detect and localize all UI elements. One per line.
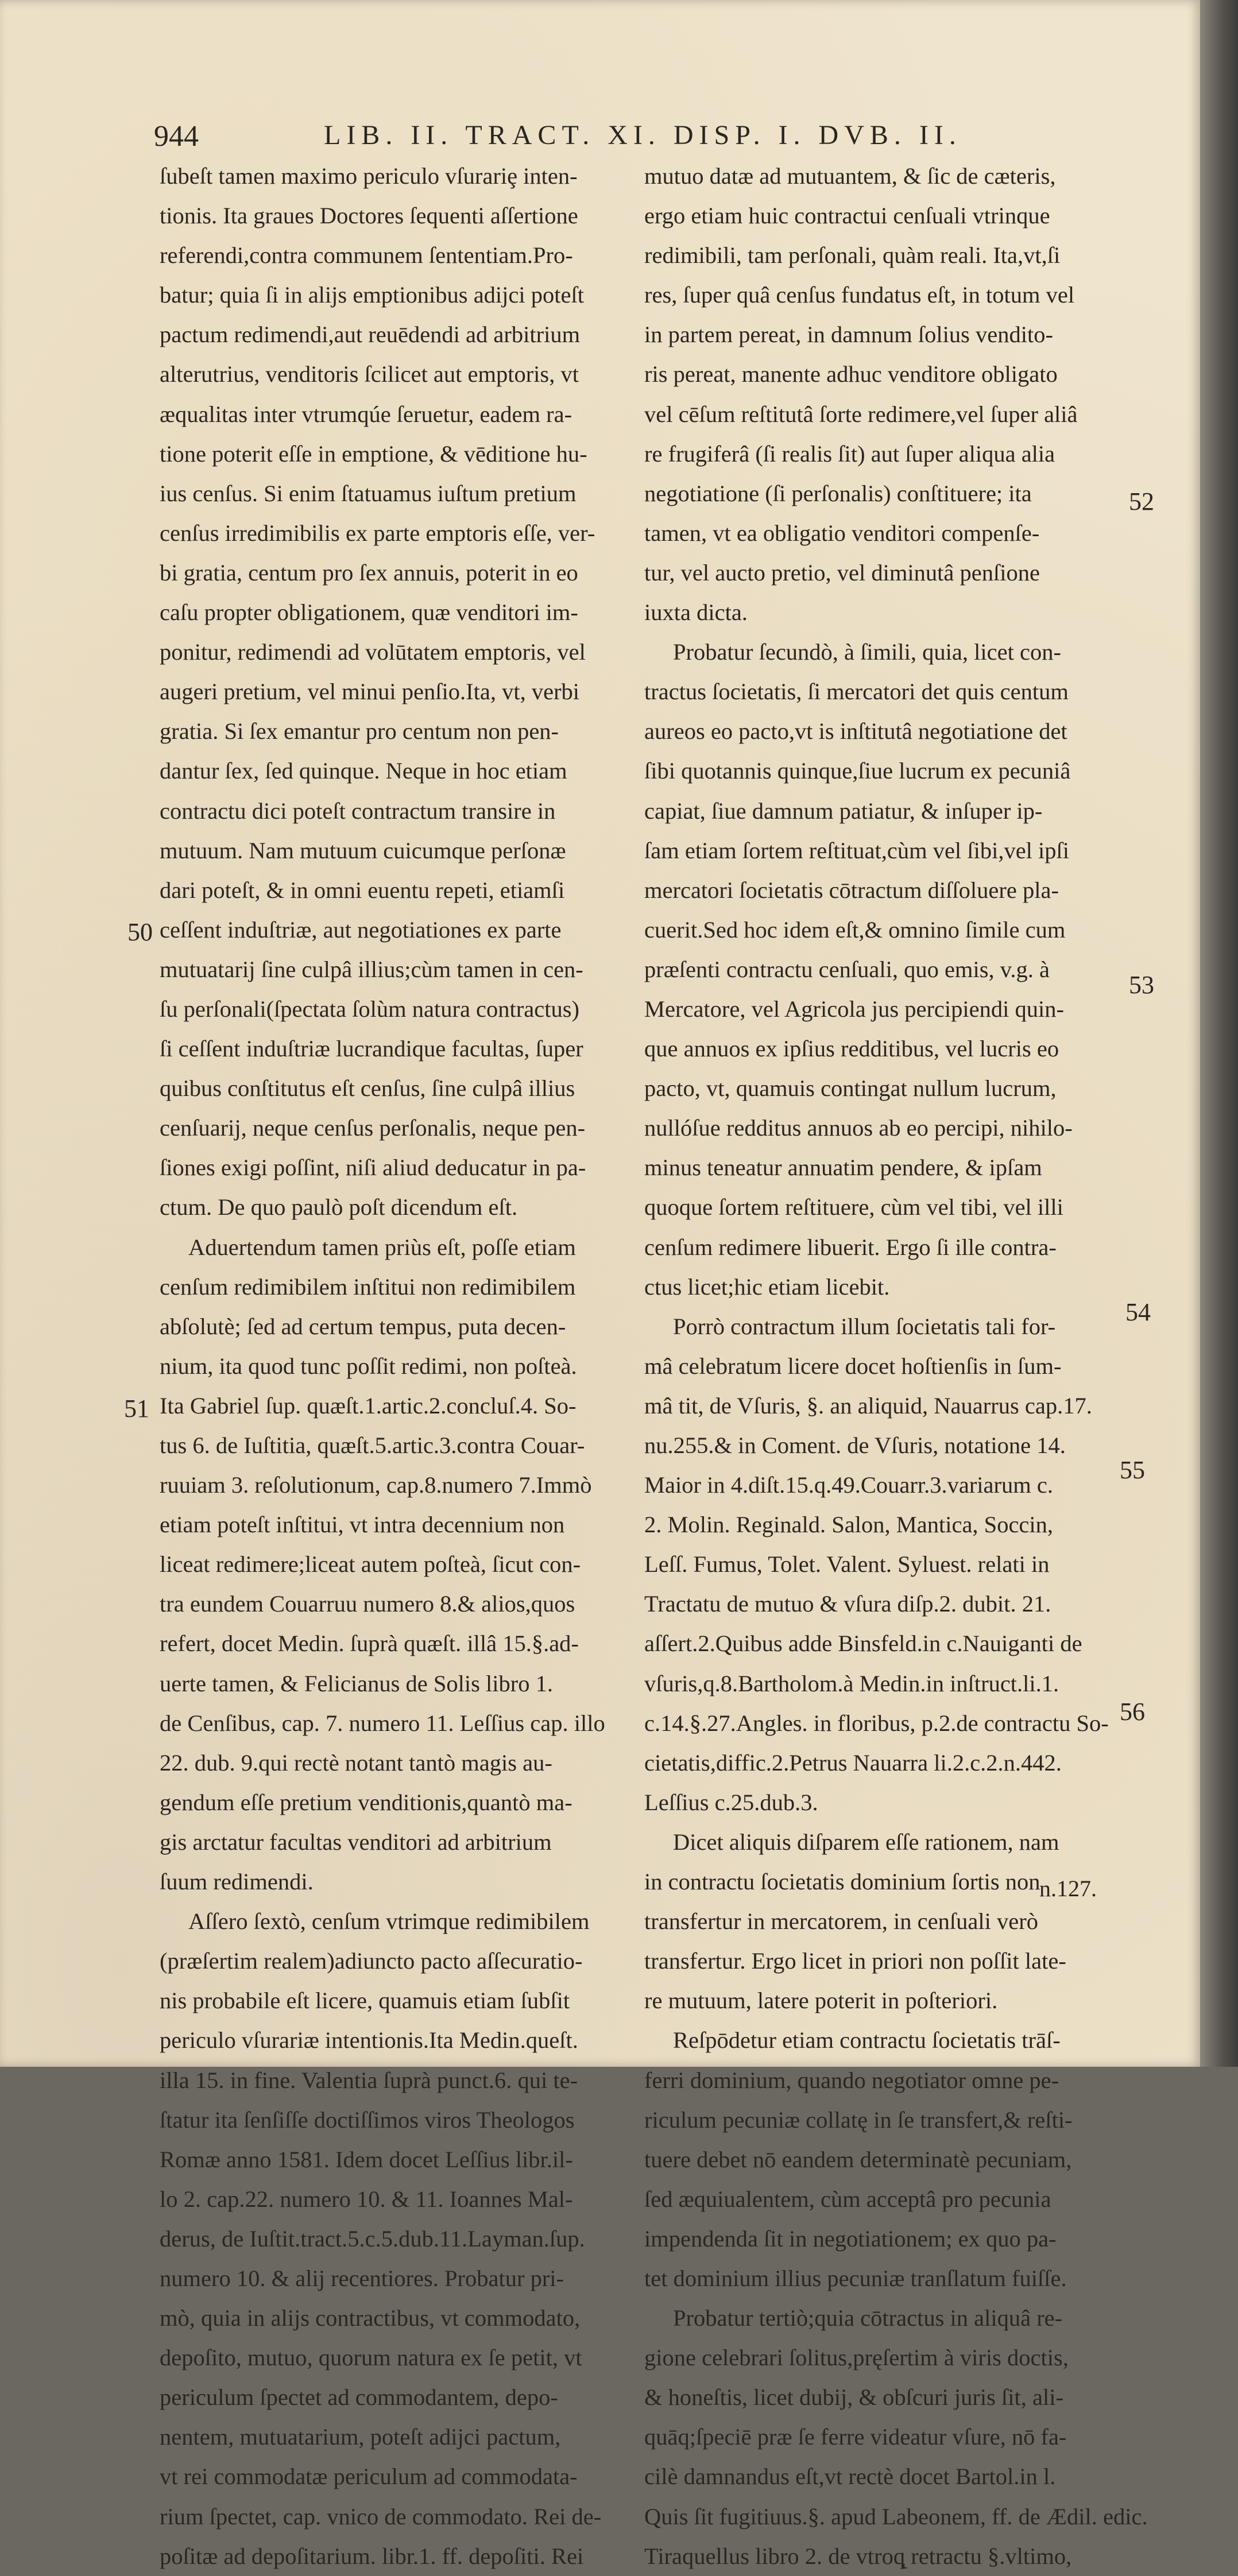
text-line: c.14.§.27.Angles. in floribus, p.2.de contractu So- bbox=[644, 1710, 1109, 1736]
text-line: mutuo datæ ad mutuantem, & ſic de cæteris, bbox=[644, 163, 1056, 189]
text-line: tionis. Ita graues Doctores ſequenti aſſertione bbox=[160, 203, 578, 229]
text-line: ſi ceſſent induſtriæ lucrandique facultas, ſuper bbox=[160, 1036, 583, 1062]
text-line: 22. dub. 9.qui rectè notant tantò magis au- bbox=[160, 1749, 552, 1776]
text-line: iuxta dicta. bbox=[644, 599, 748, 626]
text-line: in partem pereat, in damnum ſolius vendito- bbox=[644, 321, 1053, 348]
text-line: Maior in 4.diſt.15.q.49.Couarr.3.variarum c. bbox=[644, 1472, 1053, 1498]
text-line: vel cēſum reſtitutâ ſorte redimere,vel ſuper aliâ bbox=[644, 401, 1078, 427]
text-line: ſuum redimendi. bbox=[160, 1869, 314, 1895]
text-line: nentem, mutuatarium, poteſt adijci pactum, bbox=[160, 2424, 561, 2450]
text-line: depoſito, mutuo, quorum natura ex ſe petit, vt bbox=[160, 2345, 582, 2371]
text-line: nium, ita quod tunc poſſit redimi, non poſteà. bbox=[160, 1353, 577, 1379]
text-line: liceat redimere;liceat autem poſteà, ſicut con- bbox=[160, 1551, 581, 1578]
text-line: tione poterit eſſe in emptione, & vēditione hu- bbox=[160, 440, 587, 467]
text-line: Ita Gabriel ſup. quæſt.1.artic.2.concluſ.4. So- bbox=[160, 1392, 577, 1419]
text-line: cenſus irredimibilis ex parte emptoris eſſe, ver- bbox=[160, 520, 595, 546]
text-line: Aduertendum tamen priùs eſt, poſſe etiam bbox=[188, 1234, 576, 1260]
text-line: rium ſpectet, cap. vnico de commodato. Rei de- bbox=[160, 2503, 602, 2529]
text-line: etiam poteſt inſtitui, vt intra decennium non bbox=[160, 1512, 565, 1538]
text-line: Romæ anno 1581. Idem docet Leſſius libr.il- bbox=[160, 2146, 573, 2172]
margin-number-53: 53 bbox=[1129, 971, 1154, 999]
text-line: Probatur tertiò;quia cōtractus in aliquâ re- bbox=[673, 2305, 1063, 2331]
text-line: ris pereat, manente adhuc venditore obligato bbox=[644, 361, 1058, 388]
text-line: referendi,contra communem ſententiam.Pro- bbox=[160, 242, 573, 269]
margin-number-51: 51 bbox=[124, 1394, 149, 1423]
text-line: quoque ſortem reſtituere, cùm vel tibi, vel illi bbox=[644, 1194, 1063, 1221]
text-line: re frugiferâ (ſi realis ſit) aut ſuper aliqua alia bbox=[644, 440, 1055, 467]
text-line: negotiatione (ſi perſonalis) conſtituere; ita bbox=[644, 480, 1032, 506]
text-line: in contractu ſocietatis dominium ſortis non bbox=[644, 1869, 1040, 1895]
text-line: Quis ſit fugitiuus.§. apud Labeonem, ff. de Ædil. edic. bbox=[644, 2503, 1148, 2529]
text-line: vt rei commodatæ periculum ad commodata- bbox=[160, 2463, 578, 2490]
text-line: impendenda ſit in negotiationem; ex quo pa- bbox=[644, 2225, 1057, 2252]
text-line: 2. Molin. Reginald. Salon, Mantica, Soccin, bbox=[644, 1512, 1054, 1538]
text-line: ergo etiam huic contractui cenſuali vtrinque bbox=[644, 203, 1050, 229]
text-line: ſubeſt tamen maximo periculo vſurariȩ inten- bbox=[160, 163, 578, 189]
text-line: nullóſue redditus annuos ab eo percipi, nihilo- bbox=[644, 1115, 1073, 1141]
text-line: tamen, vt ea obligatio venditori compenſe- bbox=[644, 520, 1040, 546]
text-line: redimibili, tam perſonali, quàm reali. Ita,vt,ſi bbox=[644, 242, 1061, 269]
text-line: ceſſent induſtriæ, aut negotiationes ex parte bbox=[160, 916, 562, 943]
text-line: nu.255.& in Coment. de Vſuris, notatione 14. bbox=[644, 1432, 1066, 1458]
text-line: æqualitas inter vtrumqúe ſeruetur, eadem ra- bbox=[160, 401, 572, 427]
text-line: mutuatarij ſine culpâ illius;cùm tamen in cen- bbox=[160, 956, 583, 982]
text-line: tuere debet nō eandem determinatè pecuniam, bbox=[644, 2146, 1072, 2172]
text-line: ſu perſonali(ſpectata ſolùm natura contractus) bbox=[160, 995, 579, 1022]
text-line: derus, de Iuſtit.tract.5.c.5.dub.11.Layman.ſup. bbox=[160, 2225, 585, 2252]
margin-number-50: 50 bbox=[127, 918, 153, 946]
text-line: ctus licet;hic etiam licebit. bbox=[644, 1273, 890, 1300]
text-line: bi gratia, centum pro ſex annuis, poterit in eo bbox=[160, 559, 578, 586]
margin-number-55: 55 bbox=[1120, 1456, 1145, 1484]
margin-number-54: 54 bbox=[1125, 1298, 1151, 1326]
text-line: dari poteſt, & in omni euentu repeti, etiamſi bbox=[160, 877, 565, 903]
text-line: vſuris,q.8.Bartholom.à Medin.in inſtruct.li.1. bbox=[644, 1670, 1059, 1696]
text-line: Reſpōdetur etiam contractu ſocietatis trāſ- bbox=[673, 2027, 1061, 2054]
text-line: ius cenſus. Si enim ſtatuamus iuſtum pretium bbox=[160, 480, 577, 506]
text-line: gendum eſſe pretium venditionis,quantò ma- bbox=[160, 1789, 572, 1815]
text-line: cenſum redimibilem inſtitui non redimibilem bbox=[160, 1273, 576, 1300]
text-line: poſitæ ad depoſitarium. libr.1. ff. depoſiti. Rei bbox=[160, 2543, 584, 2569]
text-line: ſiones exigi poſſint, niſi aliud deducatur in pa- bbox=[160, 1155, 586, 1181]
text-line: dantur ſex, ſed quinque. Neque in hoc etiam bbox=[160, 758, 567, 784]
text-line: Porrò contractum illum ſocietatis tali for- bbox=[673, 1313, 1056, 1339]
text-line: Tractatu de mutuo & vſura diſp.2. dubit. 21. bbox=[644, 1591, 1051, 1617]
text-line: res, ſuper quâ cenſus fundatus eſt, in totum vel bbox=[644, 282, 1075, 308]
text-line: abſolutè; ſed ad certum tempus, puta decen- bbox=[160, 1313, 566, 1339]
text-line: cuerit.Sed hoc idem eſt,& omnino ſimile cum bbox=[644, 916, 1066, 943]
text-line: augeri pretium, vel minui penſio.Ita, vt, verbi bbox=[160, 679, 580, 705]
text-line: pacto, vt, quamuis contingat nullum lucrum, bbox=[644, 1075, 1057, 1102]
text-line: quāq;ſpeciē præ ſe ferre videatur vſure, nō fa- bbox=[644, 2424, 1067, 2450]
text-line: minus teneatur annuatim pendere, & ipſam bbox=[644, 1155, 1042, 1181]
text-line: riculum pecuniæ collatę in ſe transfert,& reſti- bbox=[644, 2106, 1073, 2133]
text-line: illa 15. in fine. Valentia ſuprà punct.6. qui te- bbox=[160, 2067, 578, 2093]
text-line: tur, vel aucto pretio, vel diminutâ penſione bbox=[644, 559, 1040, 586]
text-line: re mutuum, latere poterit in poſteriori. bbox=[644, 1988, 998, 2014]
text-line: præſenti contractu cenſuali, quo emis, v.g. à bbox=[644, 956, 1050, 982]
text-line: batur; quia ſi in alijs emptionibus adijci poteſt bbox=[160, 282, 585, 308]
text-line: transfertur in mercatorem, in cenſuali verò bbox=[644, 1908, 1038, 1935]
text-line: tra eundem Couarruu numero 8.& alios,quos bbox=[160, 1591, 575, 1617]
text-line: Mercatore, vel Agricola jus percipiendi quin- bbox=[644, 995, 1064, 1022]
text-line: cenſum redimere libuerit. Ergo ſi ille contra- bbox=[644, 1234, 1057, 1260]
text-line: ſed æquiualentem, cùm acceptâ pro pecunia bbox=[644, 2186, 1051, 2212]
text-line: contractu dici poteſt contractum transire in bbox=[160, 797, 556, 824]
text-line: mâ celebratum licere docet hoſtienſis in ſum- bbox=[644, 1353, 1062, 1379]
text-line: Dicet aliquis diſparem eſſe rationem, nam bbox=[673, 1829, 1059, 1855]
text-line: ferri dominium, quando negotiator omne pe- bbox=[644, 2067, 1059, 2093]
text-line: refert, docet Medin. ſuprà quæſt. illâ 15.§.ad- bbox=[160, 1630, 579, 1657]
page-header bbox=[154, 119, 1107, 154]
text-line: cilè damnandus eſt,vt rectè docet Bartol.in l. bbox=[644, 2463, 1056, 2490]
text-line: Aſſero ſextò, cenſum vtrimque redimibilem bbox=[188, 1908, 590, 1935]
text-line: mò, quia in alijs contractibus, vt commodato, bbox=[160, 2305, 581, 2331]
catchword: n.127. bbox=[1039, 1876, 1097, 1901]
text-line: pactum redimendi,aut reuēdendi ad arbitrium bbox=[160, 321, 581, 348]
text-line: cenſuarij, neque cenſus perſonalis, neque pen- bbox=[160, 1115, 586, 1141]
text-line: que annuos ex ipſius redditibus, vel lucris eo bbox=[644, 1036, 1059, 1062]
text-line: ſam etiam ſortem reſtituat,cùm vel ſibi,vel ipſi bbox=[644, 837, 1070, 863]
running-head: LIB. II. TRACT. XI. DISP. I. DVB. II. bbox=[324, 120, 962, 150]
text-line: periculum ſpectet ad commodantem, depo- bbox=[160, 2384, 558, 2411]
text-line: alterutrius, venditoris ſcilicet aut emptoris, vt bbox=[160, 361, 579, 388]
text-line: mercatori ſocietatis cōtractum diſſoluere pla- bbox=[644, 877, 1059, 903]
text-line: gis arctatur facultas venditori ad arbitrium bbox=[160, 1829, 552, 1855]
text-line: nis probabile eſt licere, quamuis etiam ſubſit bbox=[160, 1988, 570, 2014]
text-line: ſibi quotannis quinque,ſiue lucrum ex pecuniâ bbox=[644, 758, 1071, 784]
text-line: tractus ſocietatis, ſi mercatori det quis centum bbox=[644, 679, 1069, 705]
margin-number-52: 52 bbox=[1129, 487, 1154, 516]
text-line: periculo vſurariæ intentionis.Ita Medin.queſt. bbox=[160, 2027, 578, 2054]
text-line: (præſertim realem)adiuncto pacto aſſecuratio- bbox=[160, 1948, 583, 1974]
text-line: Probatur ſecundò, à ſimili, quia, licet con- bbox=[673, 639, 1061, 665]
text-line: ſtatur ita ſenſiſſe doctiſſimos viros Theologos bbox=[160, 2106, 575, 2133]
text-line: Leſſ. Fumus, Tolet. Valent. Syluest. relati in bbox=[644, 1551, 1050, 1578]
text-line: mutuum. Nam mutuum cuicumque perſonæ bbox=[160, 837, 566, 863]
text-line: tus 6. de Iuſtitia, quæſt.5.artic.3.contra Couar- bbox=[160, 1432, 585, 1458]
text-line: uerte tamen, & Felicianus de Solis libro 1. bbox=[160, 1670, 553, 1696]
text-line: Tiraquellus libro 2. de vtroq̨ retractu §.vltimo, bbox=[644, 2543, 1072, 2569]
text-line: gione celebrari ſolitus,pręſertim à viris doctis, bbox=[644, 2345, 1069, 2371]
text-line: numero 10. & alij recentiores. Probatur pri- bbox=[160, 2265, 564, 2291]
text-line: mâ tit, de Vſuris, §. an aliquid, Nauarrus cap.17. bbox=[644, 1392, 1092, 1419]
text-line: ponitur, redimendi ad volūtatem emptoris, vel bbox=[160, 639, 586, 665]
text-line: transfertur. Ergo licet in priori non poſſit late- bbox=[644, 1948, 1066, 1974]
text-line: ctum. De quo paulò poſt dicendum eſt. bbox=[160, 1194, 518, 1221]
text-line: Leſſius c.25.dub.3. bbox=[644, 1789, 818, 1815]
text-line: caſu propter obligationem, quæ venditori im- bbox=[160, 599, 578, 626]
text-line: lo 2. cap.22. numero 10. & 11. Ioannes Mal- bbox=[160, 2186, 573, 2212]
text-line: cietatis,diffic.2.Petrus Nauarra li.2.c.2.n.442. bbox=[644, 1749, 1062, 1776]
left-text-column bbox=[160, 156, 648, 2576]
text-line: capiat, ſiue damnum patiatur, & inſuper ip- bbox=[644, 797, 1043, 824]
text-line: aſſert.2.Quibus adde Binsfeld.in c.Nauiganti de bbox=[644, 1630, 1082, 1657]
text-line: tet dominium illius pecuniæ tranſlatum fuiſſe. bbox=[644, 2265, 1067, 2291]
text-line: de Cenſibus, cap. 7. numero 11. Leſſius cap. illo bbox=[160, 1710, 605, 1736]
margin-number-56: 56 bbox=[1120, 1698, 1145, 1726]
text-line: ruuiam 3. reſolutionum, cap.8.numero 7.Immò bbox=[160, 1472, 592, 1498]
page-number: 944 bbox=[154, 120, 199, 153]
text-line: aureos eo pacto,vt is inſtitutâ negotiatione det bbox=[644, 718, 1067, 745]
text-line: quibus conſtitutus eſt cenſus, ſine culpâ illius bbox=[160, 1075, 575, 1102]
text-line: & honeſtis, licet dubij, & obſcuri juris ſit, ali- bbox=[644, 2384, 1064, 2411]
page-edge-shadow bbox=[1200, 0, 1238, 2067]
text-line: gratia. Si ſex emantur pro centum non pen- bbox=[160, 718, 559, 745]
